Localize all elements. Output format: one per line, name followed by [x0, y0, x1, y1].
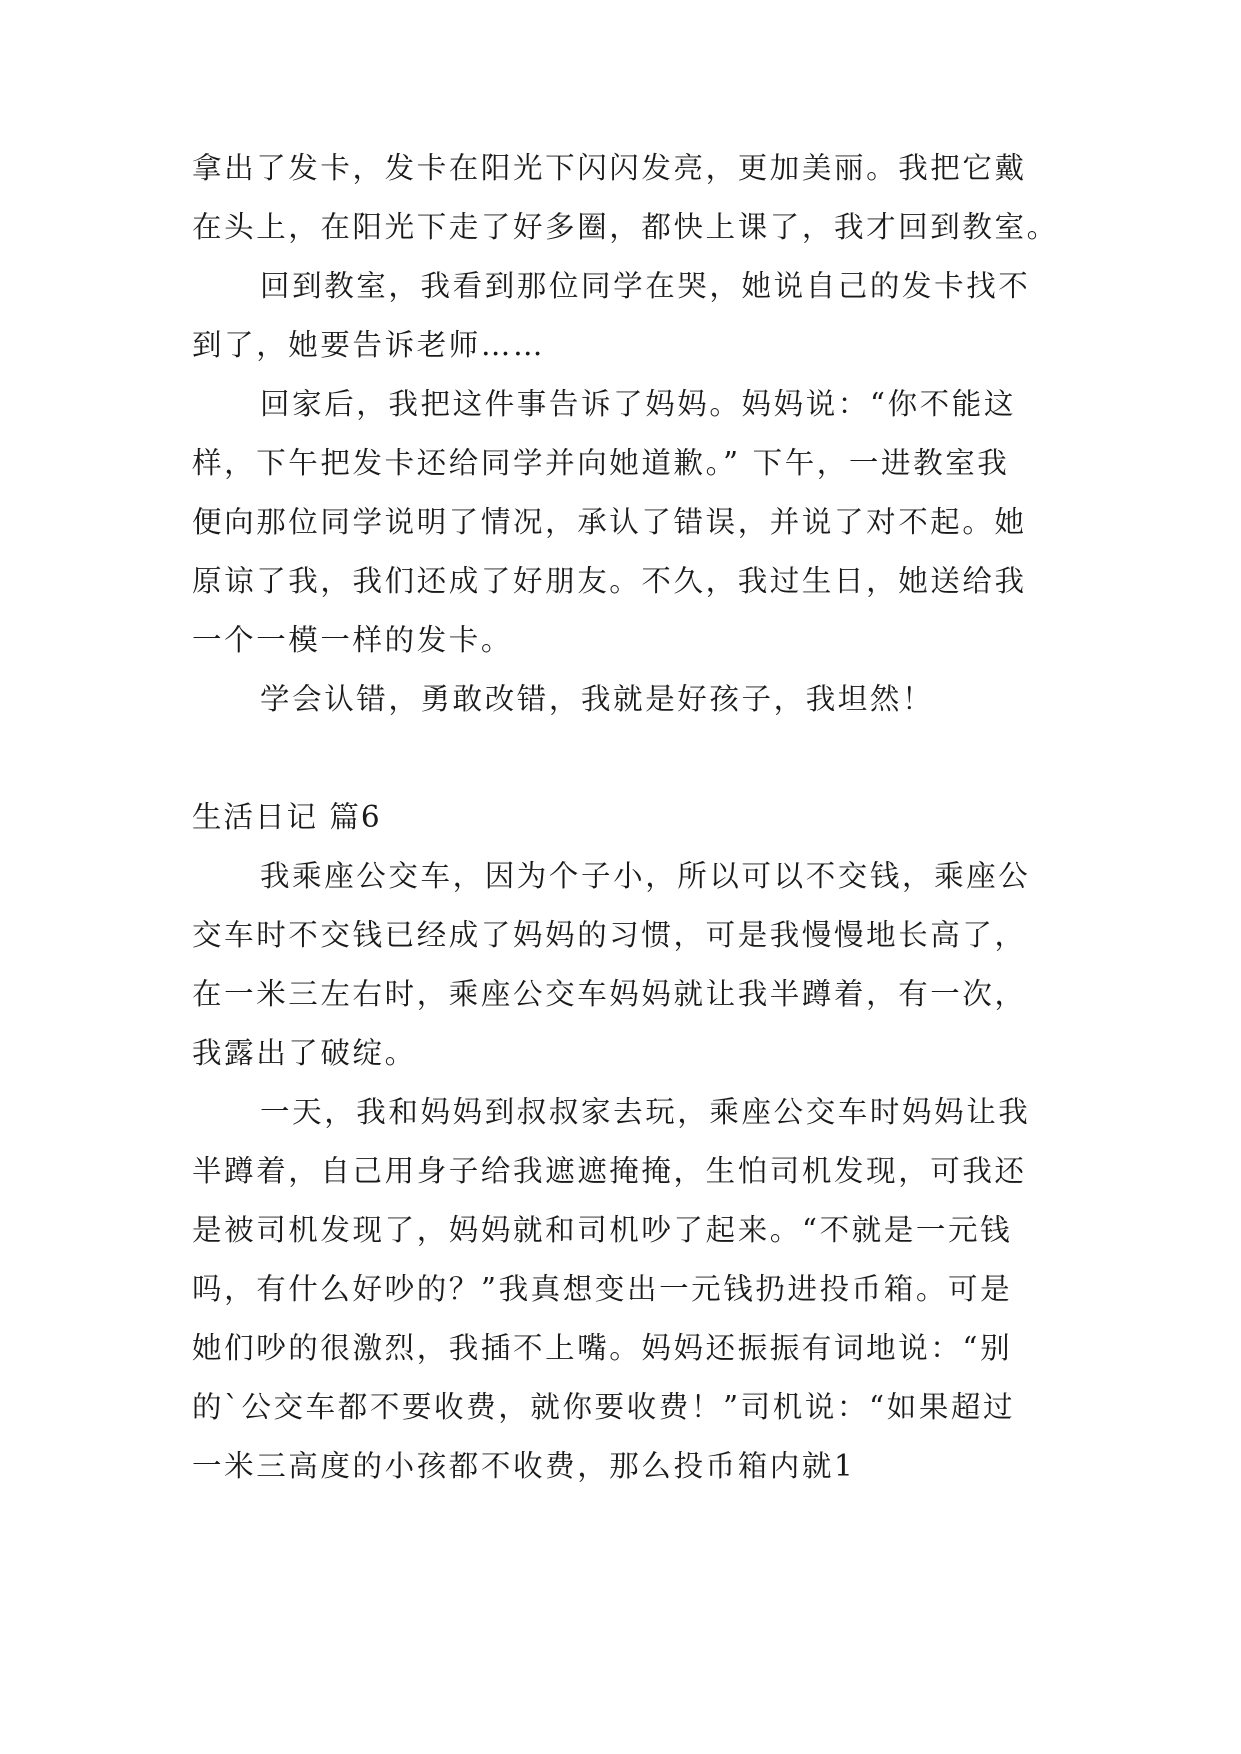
text-line: 一天，我和妈妈到叔叔家去玩，乘座公交车时妈妈让我	[260, 1095, 1031, 1129]
text-line: 吗，有什么好吵的？”我真想变出一元钱扔进投币箱。可是	[192, 1272, 1013, 1306]
text-line: 一个一模一样的发卡。	[192, 623, 514, 657]
text-line: 一米三高度的小孩都不收费，那么投币箱内就1	[192, 1449, 856, 1483]
text-line: 在一米三左右时，乘座公交车妈妈就让我半蹲着，有一次，	[192, 977, 1027, 1011]
section-heading: 生活日记 篇6	[192, 800, 382, 834]
text-line: 她们吵的很激烈，我插不上嘴。妈妈还振振有词地说：“别	[192, 1331, 1013, 1365]
text-line: 是被司机发现了，妈妈就和司机吵了起来。“不就是一元钱	[192, 1213, 1013, 1247]
text-line: 样，下午把发卡还给同学并向她道歉。” 下午，一进教室我	[192, 446, 1010, 480]
text-line: 回家后，我把这件事告诉了妈妈。妈妈说：“你不能这	[260, 387, 1016, 421]
text-line: 便向那位同学说明了情况，承认了错误，并说了对不起。她	[192, 505, 1027, 539]
text-line: 我露出了破绽。	[192, 1036, 417, 1070]
text-line: 交车时不交钱已经成了妈妈的习惯，可是我慢慢地长高了，	[192, 918, 1027, 952]
text-line: 半蹲着，自己用身子给我遮遮掩掩，生怕司机发现，可我还	[192, 1154, 1027, 1188]
text-line: 学会认错，勇敢改错，我就是好孩子，我坦然！	[260, 682, 935, 716]
text-line: 在头上，在阳光下走了好多圈，都快上课了，我才回到教室。	[192, 210, 1059, 244]
text-line: 原谅了我，我们还成了好朋友。不久，我过生日，她送给我	[192, 564, 1027, 598]
text-line: 我乘座公交车，因为个子小，所以可以不交钱，乘座公	[260, 859, 1031, 893]
text-line: 的`公交车都不要收费，就你要收费！”司机说：“如果超过	[192, 1390, 1016, 1424]
text-line: 回到教室，我看到那位同学在哭，她说自己的发卡找不	[260, 269, 1031, 303]
text-line: 拿出了发卡，发卡在阳光下闪闪发亮，更加美丽。我把它戴	[192, 151, 1027, 185]
text-line: 到了，她要告诉老师……	[192, 328, 546, 362]
